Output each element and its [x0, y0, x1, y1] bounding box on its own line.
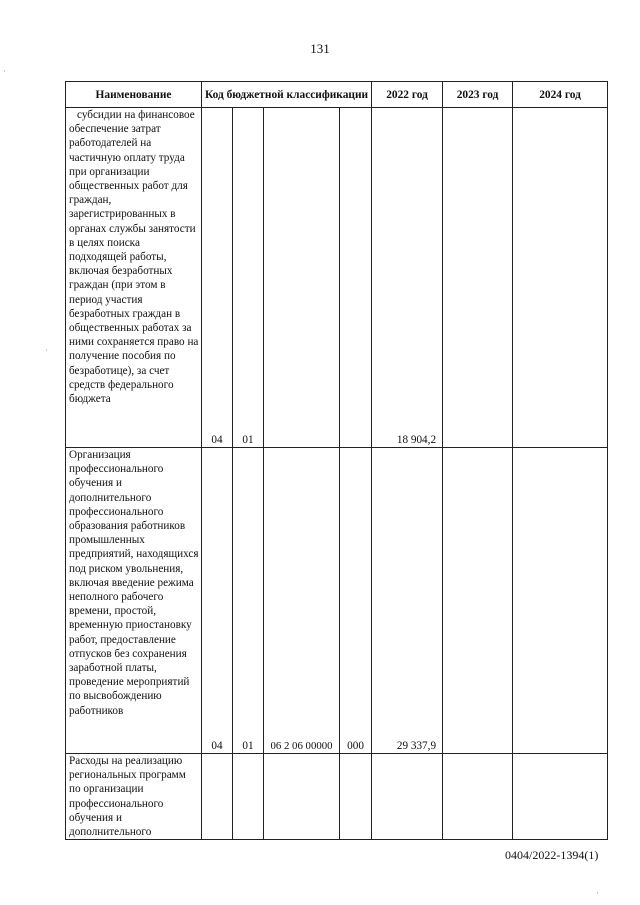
document-code: 0404/2022-1394(1)	[505, 848, 599, 862]
row-vr	[340, 108, 372, 448]
row-pr: 01	[233, 108, 264, 448]
row-name: Организация профессионального обучения и дополнительного профессионального образования работников промышленных предприятий, находящихся под риском увольнения, включая введение режима неполного рабочего времени, простой, временную приостановку работ, предоставление отпусков без сохранения заработной платы, проведение мероприятий по высвобождению работников	[66, 448, 202, 754]
row-pr	[233, 754, 264, 840]
scan-mark: ·	[3, 66, 6, 76]
table-row	[66, 108, 608, 448]
row-csr: 06 2 06 00000	[264, 448, 340, 754]
row-pr: 01	[233, 448, 264, 754]
row-2024	[513, 108, 608, 448]
page-number: 131	[310, 41, 330, 56]
row-name: субсидии на финансовое обеспечение затрат работодателей на частичную оплату труда при организации общественных работ для граждан, зарегистрированных в органах службы занятости в целях поиска подходящей работы, включая безработных граждан (при этом в период участия безработных граждан в общественных работах за ними сохраняется право на получение пособия по безработице), за счет средств федерального бюджета	[66, 108, 202, 448]
row-vr	[340, 754, 372, 840]
row-2024	[513, 754, 608, 840]
row-2022: 29 337,9	[372, 448, 443, 754]
row-2023	[443, 448, 513, 754]
row-2022: 18 904,2	[372, 108, 443, 448]
row-2023	[443, 754, 513, 840]
row-rz: 04	[202, 448, 233, 754]
header-code: Код бюджетной классификации	[202, 82, 372, 108]
row-csr	[264, 754, 340, 840]
header-2023: 2023 год	[443, 82, 513, 108]
budget-table	[65, 81, 608, 840]
row-2023	[443, 108, 513, 448]
scan-mark: ·	[45, 345, 48, 355]
header-2024: 2024 год	[513, 82, 608, 108]
row-2022	[372, 754, 443, 840]
header-name: Наименование	[66, 82, 202, 108]
table-row	[66, 754, 608, 840]
row-csr	[264, 108, 340, 448]
row-rz: 04	[202, 108, 233, 448]
scan-mark: ·	[596, 888, 599, 898]
table-header-row	[66, 82, 608, 108]
row-name: Расходы на реализацию региональных программ по организации профессионального обучения и дополнительного	[66, 754, 202, 840]
header-2022: 2022 год	[372, 82, 443, 108]
table-row	[66, 448, 608, 754]
row-vr: 000	[340, 448, 372, 754]
row-2024	[513, 448, 608, 754]
row-rz	[202, 754, 233, 840]
